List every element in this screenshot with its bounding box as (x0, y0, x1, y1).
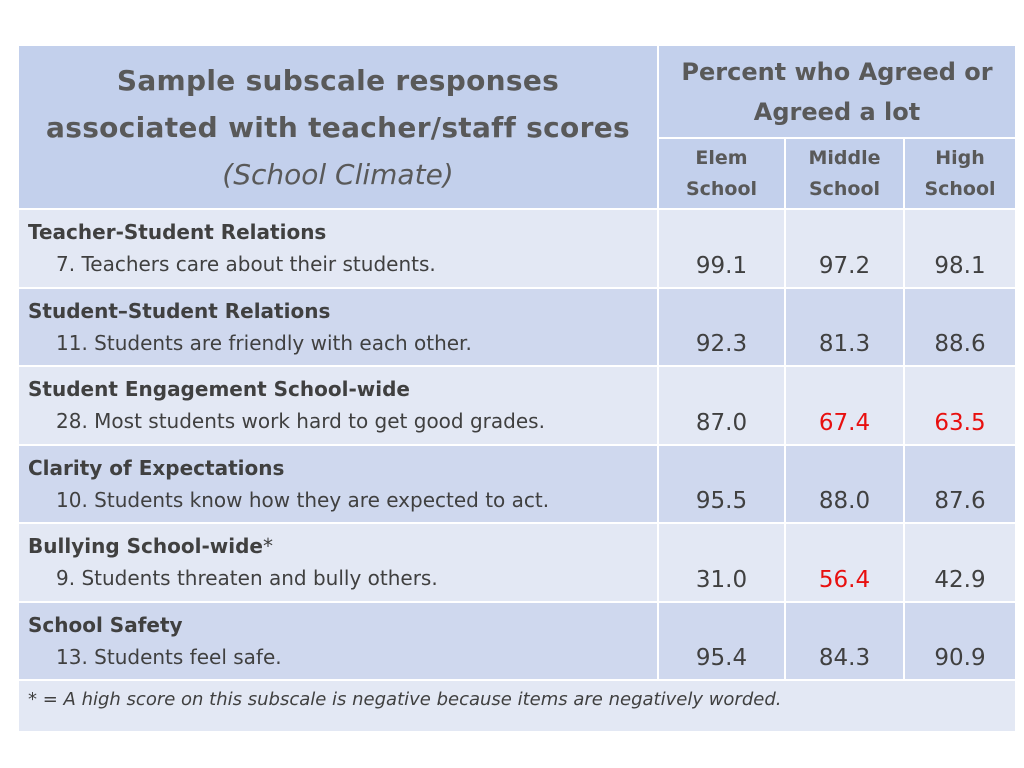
survey-item: 9. Students threaten and bully others. (56, 566, 438, 590)
subscale-cell (18, 445, 658, 523)
footnote-row (18, 680, 1016, 732)
subscale-name: Clarity of Expectations (28, 456, 285, 480)
survey-item: 28. Most students work hard to get good grades. (56, 409, 545, 433)
subscale-cell (18, 523, 658, 602)
title-line-3: (School Climate) (222, 157, 454, 191)
title-line-1: Sample subscale responses (116, 63, 560, 97)
elem-value: 87.0 (658, 366, 785, 445)
high-value: 42.9 (904, 523, 1016, 602)
high-value: 90.9 (904, 602, 1016, 680)
table-row (18, 445, 1016, 523)
title-line-2: associated with teacher/staff scores (46, 110, 630, 144)
column-header-middle-line2: School (808, 177, 881, 200)
middle-value-highlighted: 56.4 (785, 523, 904, 602)
subscale-name: Student–Student Relations (28, 299, 331, 323)
survey-item: 13. Students feel safe. (56, 645, 282, 669)
middle-value: 88.0 (785, 445, 904, 523)
survey-item: 10. Students know how they are expected to act. (56, 488, 550, 512)
table-row (18, 602, 1016, 680)
middle-value: 97.2 (785, 209, 904, 288)
high-value: 87.6 (904, 445, 1016, 523)
table-row (18, 209, 1016, 288)
subscale-cell (18, 209, 658, 288)
subscale-table (17, 44, 1017, 733)
elem-value: 95.5 (658, 445, 785, 523)
column-header-middle (785, 138, 904, 209)
table-row (18, 523, 1016, 602)
column-header-middle-line1: Middle (808, 146, 881, 169)
percent-header (658, 45, 1016, 138)
elem-value: 31.0 (658, 523, 785, 602)
survey-item: 11. Students are friendly with each other. (56, 331, 472, 355)
column-header-high-line1: High (935, 146, 985, 169)
subscale-cell (18, 366, 658, 445)
column-header-elem-line2: School (685, 177, 758, 200)
footnote-mark: * = (28, 689, 58, 710)
subscale-cell (18, 602, 658, 680)
percent-header-line-1: Percent who Agreed or (681, 57, 993, 86)
subscale-name: Bullying School-wide (28, 534, 263, 558)
column-header-high-line2: School (924, 177, 996, 200)
high-value: 88.6 (904, 288, 1016, 366)
subscale-name: School Safety (28, 613, 183, 637)
elem-value: 95.4 (658, 602, 785, 680)
survey-item: 7. Teachers care about their students. (56, 252, 436, 276)
high-value-highlighted: 63.5 (904, 366, 1016, 445)
middle-value-highlighted: 67.4 (785, 366, 904, 445)
subscale-cell (18, 288, 658, 366)
subscale-name-with-mark (28, 534, 657, 558)
percent-header-line-2: Agreed a lot (753, 97, 921, 126)
subscale-asterisk: * (262, 534, 273, 558)
column-header-high (904, 138, 1016, 209)
subscale-name: Student Engagement School-wide (28, 377, 410, 401)
footnote (18, 680, 1016, 732)
elem-value: 99.1 (658, 209, 785, 288)
column-header-elem-line1: Elem (695, 146, 748, 169)
high-value: 98.1 (904, 209, 1016, 288)
table-row (18, 366, 1016, 445)
middle-value: 84.3 (785, 602, 904, 680)
footnote-text: A high score on this subscale is negative because items are negatively worded. (63, 689, 782, 710)
middle-value: 81.3 (785, 288, 904, 366)
column-header-elem (658, 138, 785, 209)
table-title (18, 45, 658, 209)
subscale-name: Teacher-Student Relations (28, 220, 327, 244)
elem-value: 92.3 (658, 288, 785, 366)
table-row (18, 288, 1016, 366)
